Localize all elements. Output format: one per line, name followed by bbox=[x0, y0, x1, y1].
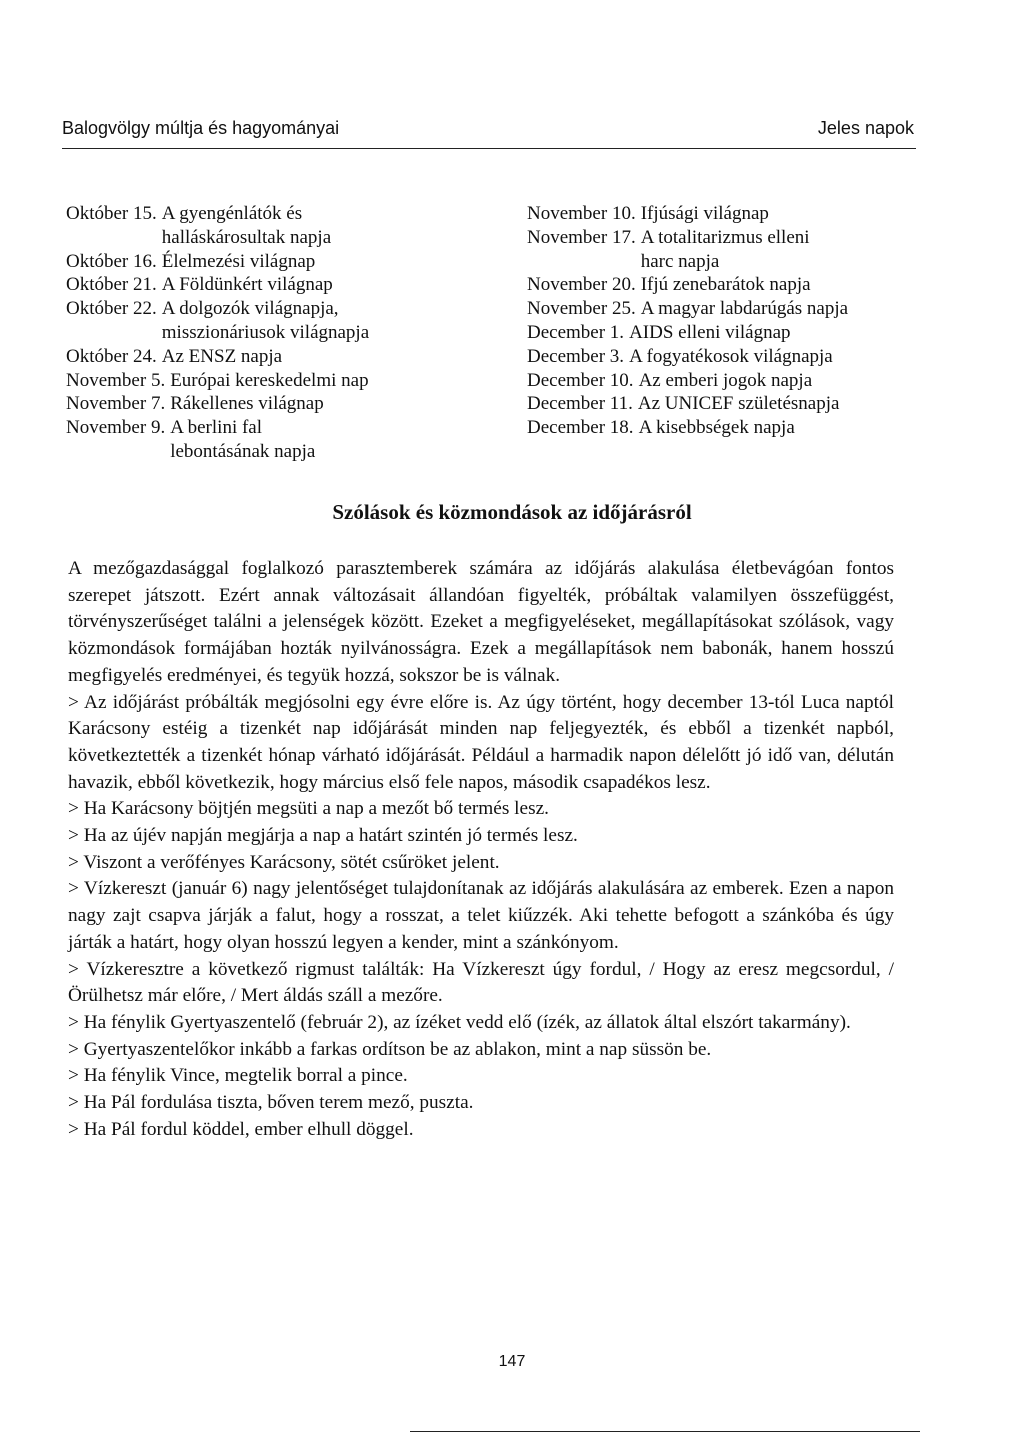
observance-name: A berlini fal bbox=[170, 417, 263, 439]
observance-name: A dolgozók világnapja, bbox=[161, 298, 339, 320]
observance-name: A Földünkért világnap bbox=[161, 274, 333, 296]
observance-date: December 1. bbox=[527, 321, 625, 343]
saying-paragraph: > Ha Pál fordulása tiszta, bőven terem mező, puszta. bbox=[68, 1092, 474, 1114]
observance-name: Az emberi jogok napja bbox=[638, 369, 813, 391]
saying-paragraph: > Vízkeresztre a következő rigmust találták: Ha Vízkereszt úgy fordul, / Hogy az eresz megcsordul, / Örülhetsz már előre, / Mert áldás száll a mezőre. bbox=[68, 958, 894, 1007]
observance-date: Október 21. bbox=[66, 274, 157, 296]
observance-date: Október 24. bbox=[66, 345, 157, 367]
observance-entry bbox=[527, 297, 947, 321]
observance-list-right bbox=[527, 202, 947, 440]
saying-paragraph: > Ha fénylik Gyertyaszentelő (február 2), az ízéket vedd elő (ízék, az állatok által elszórt takarmány). bbox=[68, 1011, 851, 1033]
observance-name: A totalitarizmus elleni bbox=[640, 226, 810, 248]
intro-paragraph: A mezőgazdasággal foglalkozó parasztemberek számára az időjárás alakulása életbevágóan fontos szerepet játszott. Ezért annak változásait állandóan figyelték, próbáltak valamilyen összefüggést, törvényszerűséget találni a jelenségek között. Ezeket a megfigyeléseket, megállapításokat szólások, vagy közmondások formájában hozták nyilvánosságra. Ezek a megállapítások nem babonák, hanem hosszú megfigyelés eredményei, és tegyük hozzá, sokszor be is válnak. bbox=[68, 558, 894, 686]
observance-name: Ifjúsági világnap bbox=[640, 203, 769, 224]
observance-name: Rákellenes világnap bbox=[170, 393, 324, 415]
observance-name: lebontásának napja bbox=[170, 440, 316, 462]
observance-date: November 17. bbox=[527, 226, 636, 248]
observance-name: halláskárosultak napja bbox=[161, 226, 332, 248]
observance-entry bbox=[527, 369, 947, 393]
observance-date: November 25. bbox=[527, 298, 636, 320]
observance-name: Ifjú zenebarátok napja bbox=[640, 274, 811, 296]
saying-paragraph: > Gyertyaszentelőkor inkább a farkas ordítson be az ablakon, mint a nap süssön be. bbox=[68, 1038, 712, 1060]
observance-name: Európai kereskedelmi nap bbox=[170, 369, 369, 391]
observance-date: November 9. bbox=[66, 417, 166, 439]
observance-date: November 20. bbox=[527, 274, 636, 296]
observance-date: Október 22. bbox=[66, 298, 157, 320]
observance-date: Október 16. bbox=[66, 250, 157, 272]
observance-name: A gyengénlátók és bbox=[161, 203, 303, 224]
observance-name: Az ENSZ napja bbox=[161, 345, 283, 367]
observance-entry bbox=[527, 345, 947, 369]
observance-entry bbox=[527, 202, 947, 226]
observance-date: November 10. bbox=[527, 203, 636, 224]
observance-entry bbox=[527, 226, 947, 274]
observance-date: November 5. bbox=[66, 369, 166, 391]
saying-paragraph: > Vízkereszt (január 6) nagy jelentőséget tulajdonítanak az időjárás alakulására az emberek. Ezen a napon nagy zajt csapva járják a falut, hogy a rosszat, a telet kiűzzék. Aki tehette befogott a szánkóba és úgy járták a határt, hogy olyan hosszú legyen a kender, mint a szánkónyom. bbox=[68, 878, 894, 953]
body-text bbox=[68, 556, 894, 1143]
observance-name: A fogyatékosok világnapja bbox=[629, 345, 833, 367]
observance-entry bbox=[66, 369, 466, 393]
page-number: 147 bbox=[498, 1353, 526, 1370]
header-rule bbox=[62, 148, 916, 149]
observance-date: December 18. bbox=[527, 417, 634, 439]
saying-paragraph: > Viszont a verőfényes Karácsony, sötét csűröket jelent. bbox=[68, 851, 500, 873]
section-title: Szólások és közmondások az időjárásról bbox=[332, 500, 692, 524]
observance-entry bbox=[66, 392, 466, 416]
observance-entry bbox=[66, 345, 466, 369]
observance-name: Élelmezési világnap bbox=[161, 250, 316, 272]
observance-date: November 7. bbox=[66, 393, 166, 415]
observance-date: December 3. bbox=[527, 345, 625, 367]
header-title: Balogvölgy múltja és hagyományai bbox=[62, 118, 340, 138]
observance-name: Az UNICEF születésnapja bbox=[637, 393, 840, 415]
observance-entry bbox=[527, 321, 947, 345]
page-header bbox=[62, 118, 914, 148]
observance-date: December 11. bbox=[527, 393, 633, 415]
saying-paragraph: > Az időjárást próbálták megjósolni egy évre előre is. Az úgy történt, hogy december 13-tól Luca naptól Karácsony estéig a tizenkét nap időjárását minden nap feljegyezték, és ebből a tizenkét napból, következtették a tizenkét hónap várható időjárását. Például a harmadik napon délelőtt jó idő van, délután havazik, ebből következik, hogy március első fele napos, második csapadékos lesz. bbox=[68, 691, 894, 793]
saying-paragraph: > Ha Pál fordul köddel, ember elhull döggel. bbox=[68, 1118, 414, 1140]
observance-date: December 10. bbox=[527, 369, 634, 391]
observance-entry bbox=[66, 416, 466, 464]
observance-name: A magyar labdarúgás napja bbox=[640, 298, 849, 320]
observance-list-left bbox=[66, 202, 466, 464]
observance-entry bbox=[66, 250, 466, 274]
footer-rule bbox=[410, 1431, 920, 1432]
observance-entry bbox=[527, 392, 947, 416]
observance-name: harc napja bbox=[640, 250, 720, 272]
observance-entry bbox=[527, 273, 947, 297]
observance-name: misszionáriusok világnapja bbox=[161, 321, 370, 343]
saying-paragraph: > Ha fénylik Vince, megtelik borral a pince. bbox=[68, 1065, 408, 1087]
observance-entry bbox=[66, 297, 466, 345]
observance-entry bbox=[66, 202, 466, 250]
observance-entry bbox=[527, 416, 947, 440]
observance-entry bbox=[66, 273, 466, 297]
saying-paragraph: > Ha az újév napján megjárja a nap a határt szintén jó termés lesz. bbox=[68, 825, 578, 847]
header-section: Jeles napok bbox=[817, 118, 914, 138]
observance-name: AIDS elleni világnap bbox=[629, 321, 791, 343]
observance-date: Október 15. bbox=[66, 203, 157, 224]
saying-paragraph: > Ha Karácsony böjtjén megsüti a nap a mezőt bő termés lesz. bbox=[68, 798, 549, 820]
observance-name: A kisebbségek napja bbox=[638, 417, 795, 439]
